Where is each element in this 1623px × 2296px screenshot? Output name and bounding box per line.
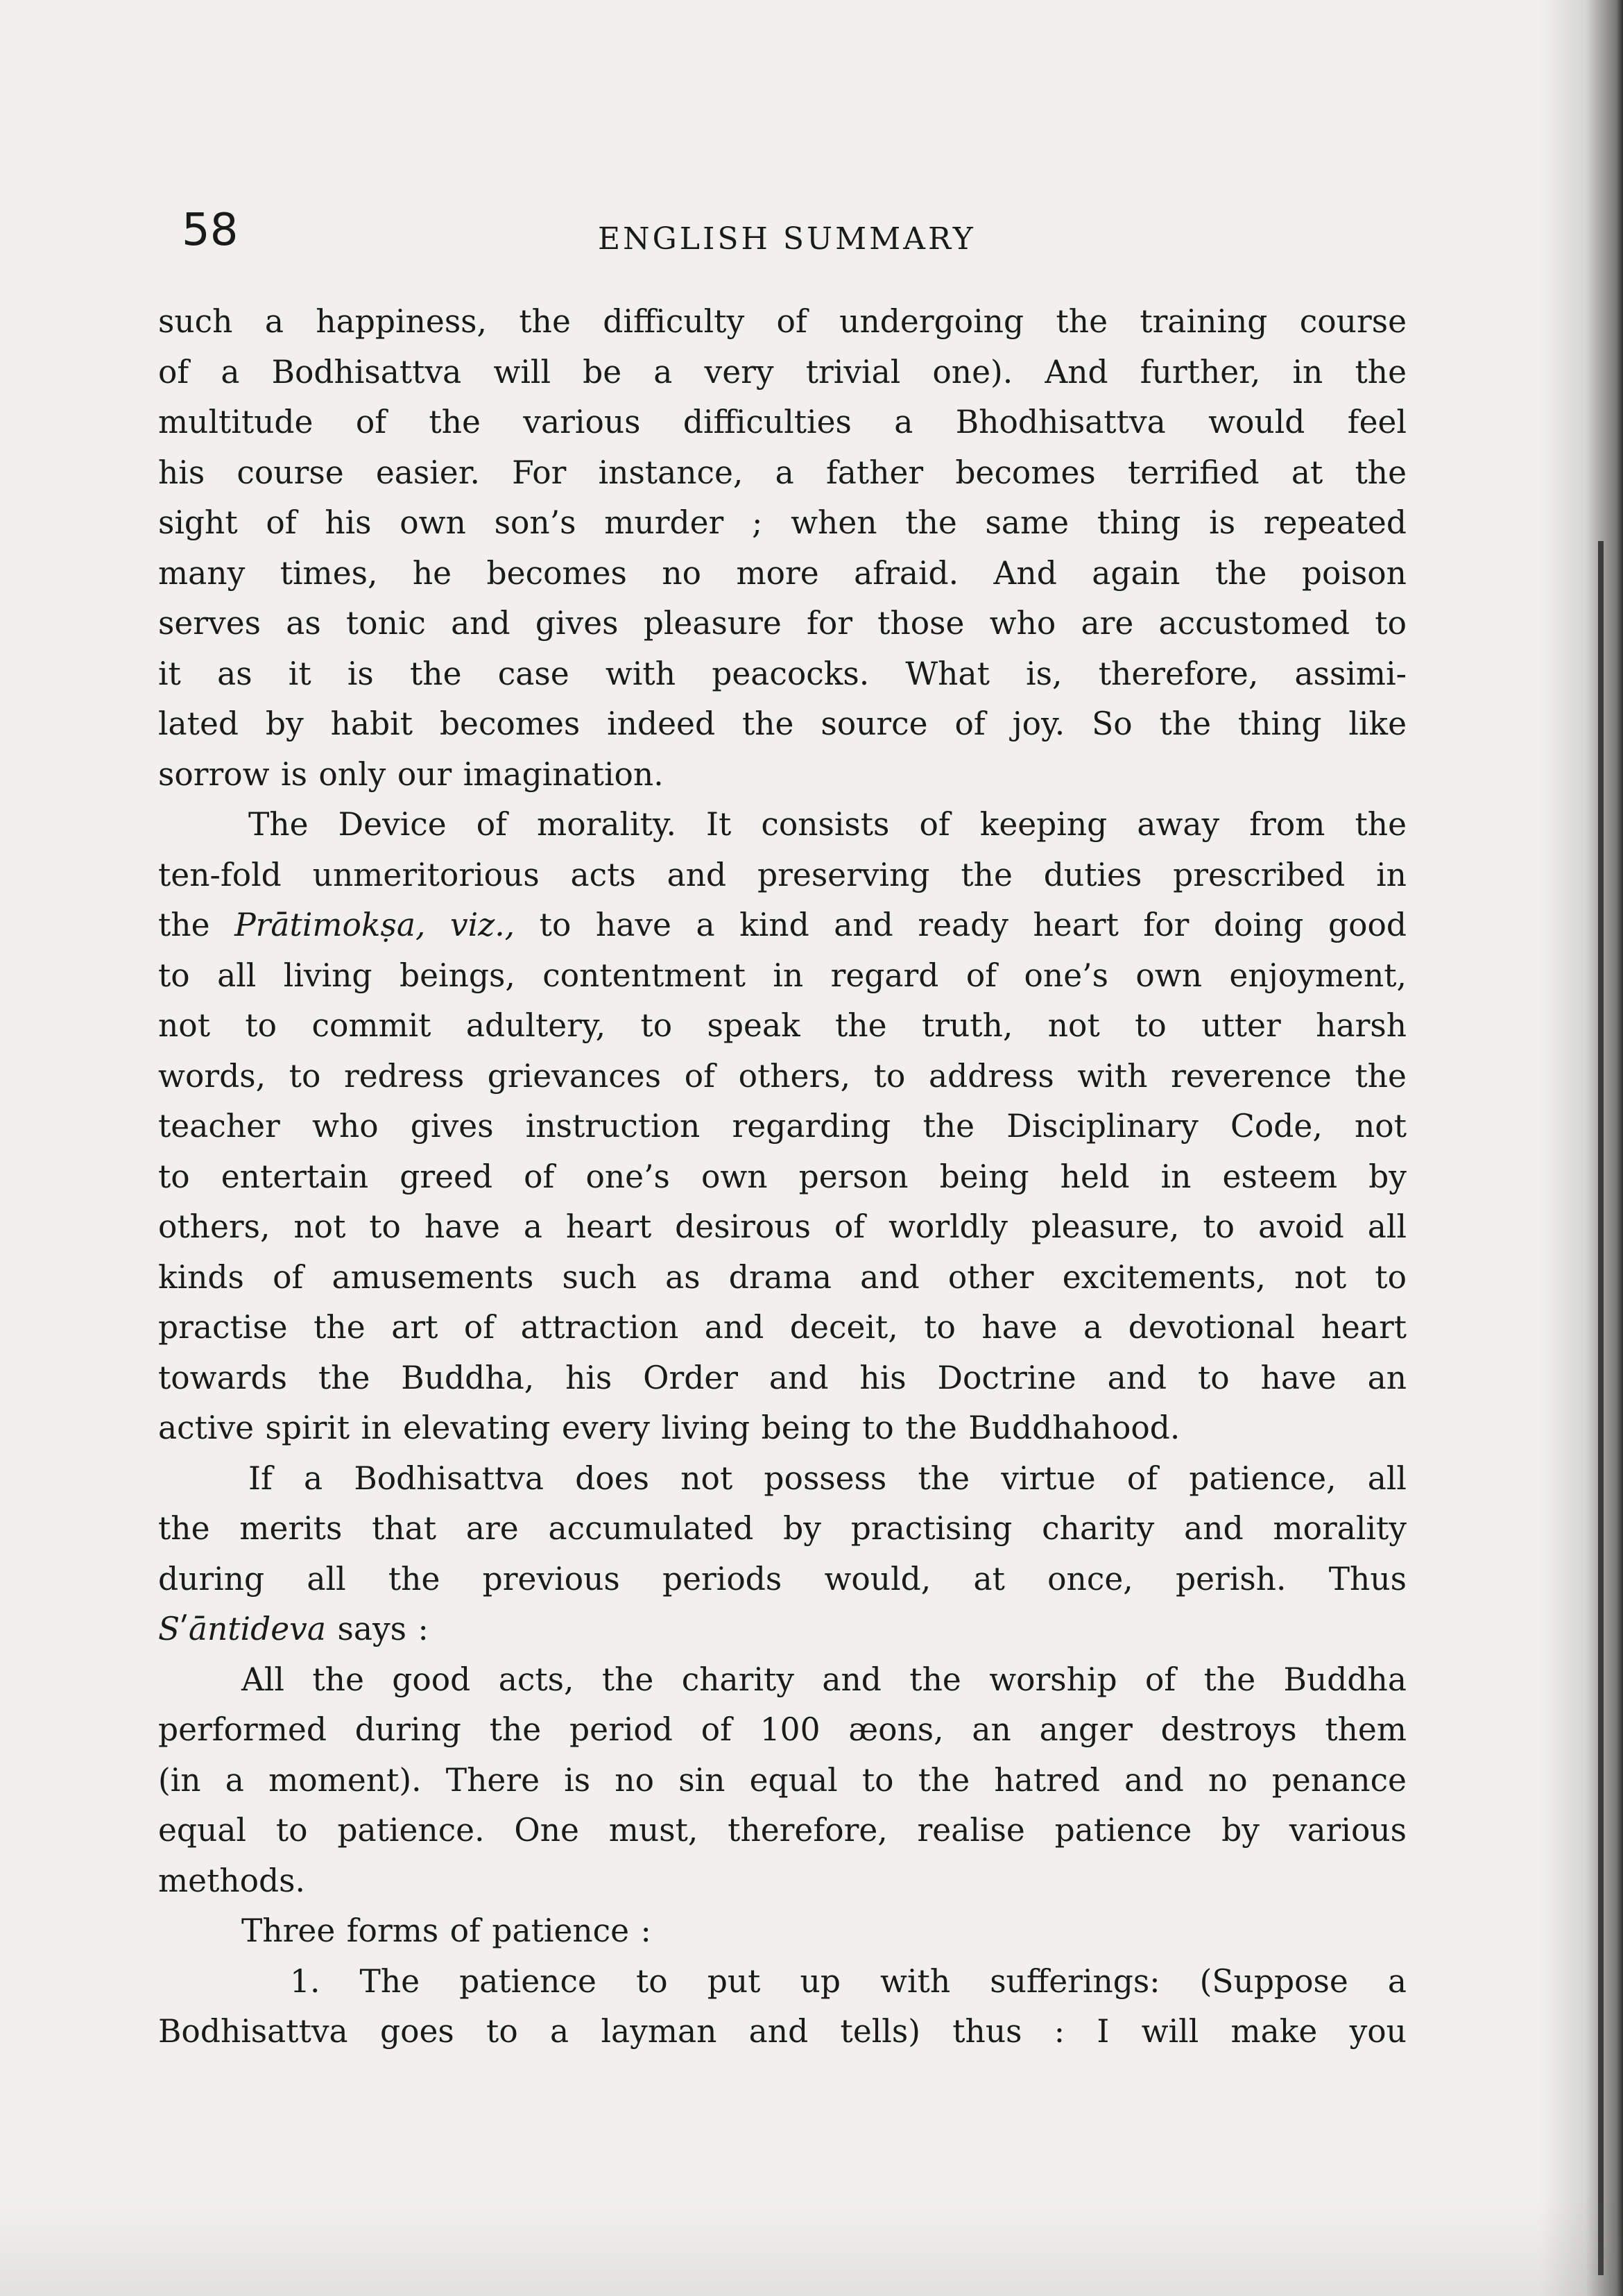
text-segment: the bbox=[158, 907, 235, 943]
text-line: towards the Buddha, his Order and his Doctrine and to have an bbox=[158, 1359, 1407, 1396]
paragraph-quote bbox=[158, 1655, 1407, 1907]
page-bottom-shade bbox=[0, 2199, 1623, 2296]
text-line: many times, he becomes no more afraid. And again the poison bbox=[158, 554, 1407, 592]
paragraph-forms-heading bbox=[158, 1906, 1407, 1957]
text-line: sorrow is only our imagination. bbox=[158, 755, 664, 793]
text-line: to all living beings, contentment in regard of one’s own enjoyment, bbox=[158, 957, 1407, 994]
body-text bbox=[158, 297, 1407, 2057]
page-binding-shadow bbox=[1540, 0, 1623, 2296]
text-line: his course easier. For instance, a father becomes terrified at the bbox=[158, 454, 1407, 491]
text-line: of a Bodhisattva will be a very trivial one). And further, in the bbox=[158, 353, 1407, 391]
text-line: equal to patience. One must, therefore, realise patience by various bbox=[158, 1812, 1407, 1849]
paragraph-morality bbox=[158, 800, 1407, 1454]
page-edge bbox=[1598, 541, 1604, 2275]
text-line: active spirit in elevating every living being to the Buddhahood. bbox=[158, 1410, 1180, 1446]
text-line: teacher who gives instruction regarding the Disciplinary Code, not bbox=[158, 1108, 1407, 1145]
text-line: not to commit adultery, to speak the truth, not to utter harsh bbox=[158, 1007, 1407, 1044]
text-line: kinds of amusements such as drama and other excitements, not to bbox=[158, 1258, 1407, 1296]
text-line: performed during the period of 100 æons, an anger destroys them bbox=[158, 1711, 1407, 1748]
text-line: words, to redress grievances of others, to address with reverence the bbox=[158, 1057, 1407, 1095]
text-line: serves as tonic and gives pleasure for those who are accustomed to bbox=[158, 605, 1407, 642]
text-line: All the good acts, the charity and the worship of the Buddha bbox=[241, 1661, 1407, 1698]
text-line: lated by habit becomes indeed the source of joy. So the thing like bbox=[158, 705, 1407, 742]
italic-name: Sʹāntideva bbox=[158, 1611, 326, 1647]
page-header bbox=[182, 203, 1437, 265]
page-number: 58 bbox=[182, 205, 239, 256]
text-line: it as it is the case with peacocks. What is, therefore, assimi- bbox=[158, 655, 1407, 692]
paragraph-form-one bbox=[158, 1957, 1407, 2057]
text-line: to entertain greed of one’s own person being held in esteem by bbox=[158, 1158, 1407, 1195]
paragraph-continuation bbox=[158, 297, 1407, 800]
paragraph-patience bbox=[158, 1454, 1407, 1655]
text-line: Bodhisattva goes to a layman and tells) thus : I will make you bbox=[158, 2013, 1407, 2050]
text-line: methods. bbox=[158, 1862, 305, 1899]
text-line: Three forms of patience : bbox=[241, 1912, 651, 1949]
text-line: others, not to have a heart desirous of worldly pleasure, to avoid all bbox=[158, 1208, 1407, 1245]
text-line: 1. The patience to put up with sufferings: (Suppose a bbox=[290, 1962, 1407, 2000]
text-line: the merits that are accumulated by practising charity and morality bbox=[158, 1510, 1407, 1547]
text-line: The Device of morality. It consists of keeping away from the bbox=[248, 806, 1407, 843]
italic-term: Prātimokṣa, viz., bbox=[234, 907, 515, 943]
text-line: during all the previous periods would, at once, perish. Thus bbox=[158, 1560, 1407, 1597]
text-line bbox=[158, 1604, 1407, 1655]
text-line: practise the art of attraction and deceit, to have a devotional heart bbox=[158, 1309, 1407, 1346]
text-line: (in a moment). There is no sin equal to the hatred and no penance bbox=[158, 1761, 1407, 1799]
text-line: If a Bodhisattva does not possess the virtue of patience, all bbox=[248, 1459, 1407, 1497]
text-segment: says : bbox=[326, 1611, 429, 1647]
text-line bbox=[158, 900, 1407, 951]
text-line: sight of his own son’s murder ; when the same thing is repeated bbox=[158, 504, 1407, 541]
text-line: ten-fold unmeritorious acts and preserving the duties prescribed in bbox=[158, 856, 1407, 893]
text-line: multitude of the various difficulties a Bhodhisattva would feel bbox=[158, 404, 1407, 440]
text-line: such a happiness, the difficulty of undergoing the training course bbox=[158, 303, 1407, 340]
running-head: ENGLISH SUMMARY bbox=[598, 221, 976, 257]
text-segment: to have a kind and ready heart for doing good bbox=[515, 907, 1407, 943]
